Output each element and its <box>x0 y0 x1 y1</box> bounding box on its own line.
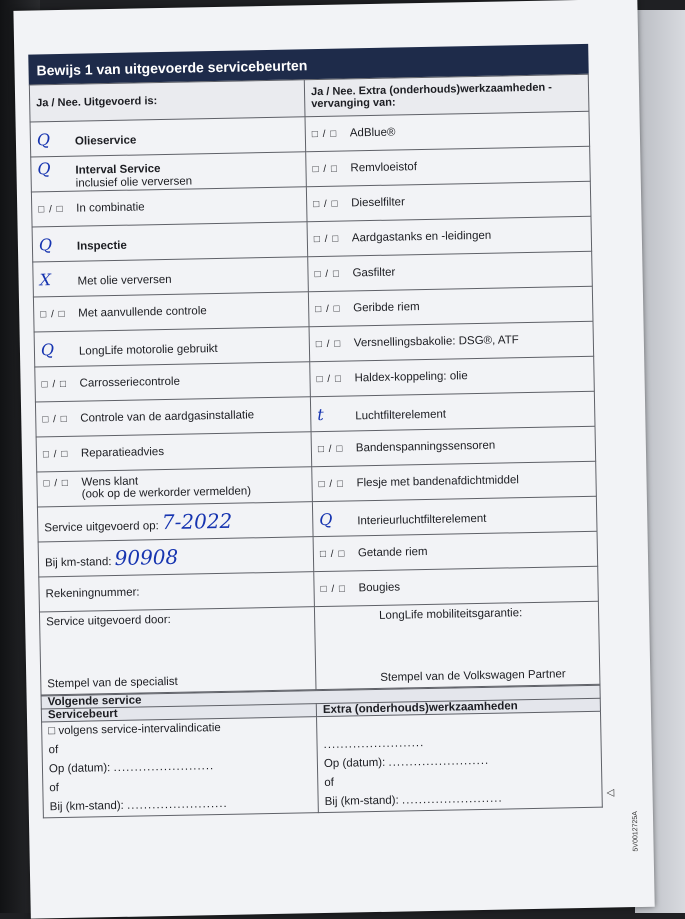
left-item-label: Olieservice <box>74 134 137 148</box>
km-value[interactable]: 90908 <box>114 544 179 570</box>
left-item <box>33 257 309 297</box>
left-column-header: Ja / Nee. Uitgevoerd is: <box>29 80 305 122</box>
left-item <box>34 327 310 367</box>
right-column-header: Ja / Nee. Extra (onderhouds)werkzaamheden - vervanging van: <box>304 74 589 116</box>
right-item-label: Bougies <box>358 581 401 595</box>
left-item-label: Met olie verversen <box>77 273 172 288</box>
right-item-label: Flesje met bandenafdichtmiddel <box>356 474 520 490</box>
right-item <box>310 391 595 431</box>
checkbox[interactable]: □ / □ <box>319 548 346 561</box>
checkbox[interactable]: □ / □ <box>318 478 345 491</box>
left-item-label: In combinatie <box>76 201 145 215</box>
arrow-icon: ◁ <box>606 787 615 799</box>
right-item-label: Interieurluchtfilterelement <box>357 512 487 527</box>
next-service-col-right: Extra (onderhouds)werkzaamheden <box>316 698 600 716</box>
performed-by-cell <box>39 607 316 695</box>
right-item-label: Haldex-koppeling: olie <box>354 370 468 385</box>
service-date-label: Service uitgevoerd op: <box>44 520 159 535</box>
checkbox[interactable]: □ / □ <box>42 448 69 461</box>
performed-by-label: Service uitgevoerd door: <box>46 613 171 629</box>
left-item-label: Controle van de aardgasinstallatie <box>80 409 255 425</box>
right-item-label: Aardgastanks en -leidingen <box>351 229 492 245</box>
right-item <box>308 286 593 326</box>
checkbox[interactable]: □ / □ <box>38 203 64 216</box>
longlife-label: LongLife mobiliteitsgarantie: <box>378 607 523 622</box>
left-item <box>31 152 307 192</box>
checkbox[interactable]: □ / □ <box>316 373 343 386</box>
left-item <box>32 222 308 262</box>
right-item-label: Geribde riem <box>353 301 420 315</box>
left-item <box>30 117 306 157</box>
op-datum-field[interactable]: Op (datum): ........................ <box>48 760 215 776</box>
checkbox[interactable]: □ / □ <box>315 338 342 351</box>
left-item <box>35 397 311 437</box>
km-cell <box>38 537 314 577</box>
op-datum-field-right[interactable]: Op (datum): ........................ <box>323 754 490 771</box>
checkbox[interactable]: □ / □ <box>314 268 341 281</box>
invoice-label: Rekeningnummer: <box>45 586 140 601</box>
checkbox[interactable]: □ / □ <box>312 163 339 176</box>
right-item <box>307 216 592 256</box>
booklet-page <box>13 0 654 919</box>
next-service-right-cell <box>317 711 603 812</box>
service-date-cell <box>37 502 313 542</box>
km-label: Bij km-stand: <box>44 556 112 570</box>
checkbox[interactable]: □ / □ <box>315 303 341 316</box>
extra-work-field[interactable]: ........................ <box>323 737 425 752</box>
document-code: 5V0012725A <box>631 810 640 852</box>
checked-box[interactable]: Q <box>37 158 51 178</box>
left-item <box>31 187 307 227</box>
of-label: of <box>48 744 59 757</box>
right-item <box>314 566 599 606</box>
left-item-sublabel: (ook op de werkorder vermelden) <box>81 485 252 501</box>
right-item-label: Luchtfilterelement <box>355 408 447 422</box>
bij-km-field-right[interactable]: Bij (km-stand): ........................ <box>324 792 503 809</box>
right-item-label: Gasfilter <box>352 266 396 280</box>
right-item-label: Dieselfilter <box>351 196 405 210</box>
checkbox[interactable]: □ / □ <box>43 477 70 490</box>
right-item-label: Bandenspanningssensoren <box>355 439 496 455</box>
invoice-cell <box>39 572 315 612</box>
checkbox[interactable]: □ / □ <box>313 198 339 211</box>
service-date-value[interactable]: 7-2022 <box>161 508 233 535</box>
checked-box[interactable]: X <box>39 269 52 289</box>
checkbox[interactable]: □ / □ <box>311 128 338 141</box>
right-item-label: Versnellingsbakolie: DSG®, ATF <box>353 334 519 350</box>
right-item <box>306 146 591 186</box>
service-form <box>28 44 603 819</box>
checked-box[interactable]: Q <box>36 129 51 149</box>
checkbox[interactable]: □ / □ <box>320 583 347 596</box>
right-item <box>312 461 597 501</box>
next-service-table <box>41 685 603 819</box>
form-title: Bewijs 1 van uitgevoerde servicebeurten <box>28 44 588 85</box>
service-table <box>29 74 601 696</box>
right-item <box>305 111 590 151</box>
checkbox[interactable]: □ / □ <box>42 413 68 426</box>
checkbox[interactable]: □ / □ <box>40 308 66 321</box>
checkbox[interactable]: □ / □ <box>313 233 340 246</box>
bij-km-field[interactable]: Bij (km-stand): ........................ <box>49 797 228 814</box>
right-item <box>310 356 595 396</box>
next-service-left-cell <box>42 717 319 818</box>
checked-box[interactable]: Q <box>319 509 333 529</box>
left-item <box>33 292 309 332</box>
left-item-sublabel: inclusief olie verversen <box>75 174 193 190</box>
interval-checkbox[interactable]: □ volgens service-intervalindicatie <box>48 721 221 738</box>
right-item-label: AdBlue® <box>349 126 396 140</box>
right-item <box>309 321 594 361</box>
right-item <box>306 181 591 221</box>
left-item <box>36 432 312 472</box>
left-item-label: Interval Service <box>75 162 161 177</box>
checked-box[interactable]: Q <box>40 339 55 359</box>
left-item-label: Met aanvullende controle <box>78 305 207 320</box>
left-item-label: Carrosseriecontrole <box>79 375 181 390</box>
right-item-label: Getande riem <box>357 545 428 560</box>
stamp-specialist-label: Stempel van de specialist <box>47 675 178 691</box>
next-service-title: Volgende service <box>41 685 600 709</box>
right-item <box>313 531 598 571</box>
right-item <box>311 426 596 466</box>
left-item-label: Inspectie <box>76 239 127 253</box>
left-item <box>35 362 311 402</box>
stamp-vw-label: Stempel van de Volkswagen Partner <box>380 668 566 684</box>
next-service-col-left: Servicebeurt <box>41 704 316 722</box>
checked-box[interactable]: t <box>317 404 324 424</box>
checked-box[interactable]: Q <box>38 234 53 254</box>
right-item-label: Remvloeistof <box>350 161 418 175</box>
of-label: of <box>324 776 335 790</box>
right-item <box>308 251 593 291</box>
left-item-label: Wens klant <box>81 475 139 489</box>
left-item-label: LongLife motorolie gebruikt <box>78 342 218 358</box>
left-item <box>37 467 313 507</box>
checkbox[interactable]: □ / □ <box>41 378 68 391</box>
left-item-label: Reparatieadvies <box>80 446 165 460</box>
of-label: of <box>49 782 60 795</box>
checkbox[interactable]: □ / □ <box>317 443 344 456</box>
right-item <box>312 496 597 536</box>
longlife-cell <box>314 601 600 689</box>
